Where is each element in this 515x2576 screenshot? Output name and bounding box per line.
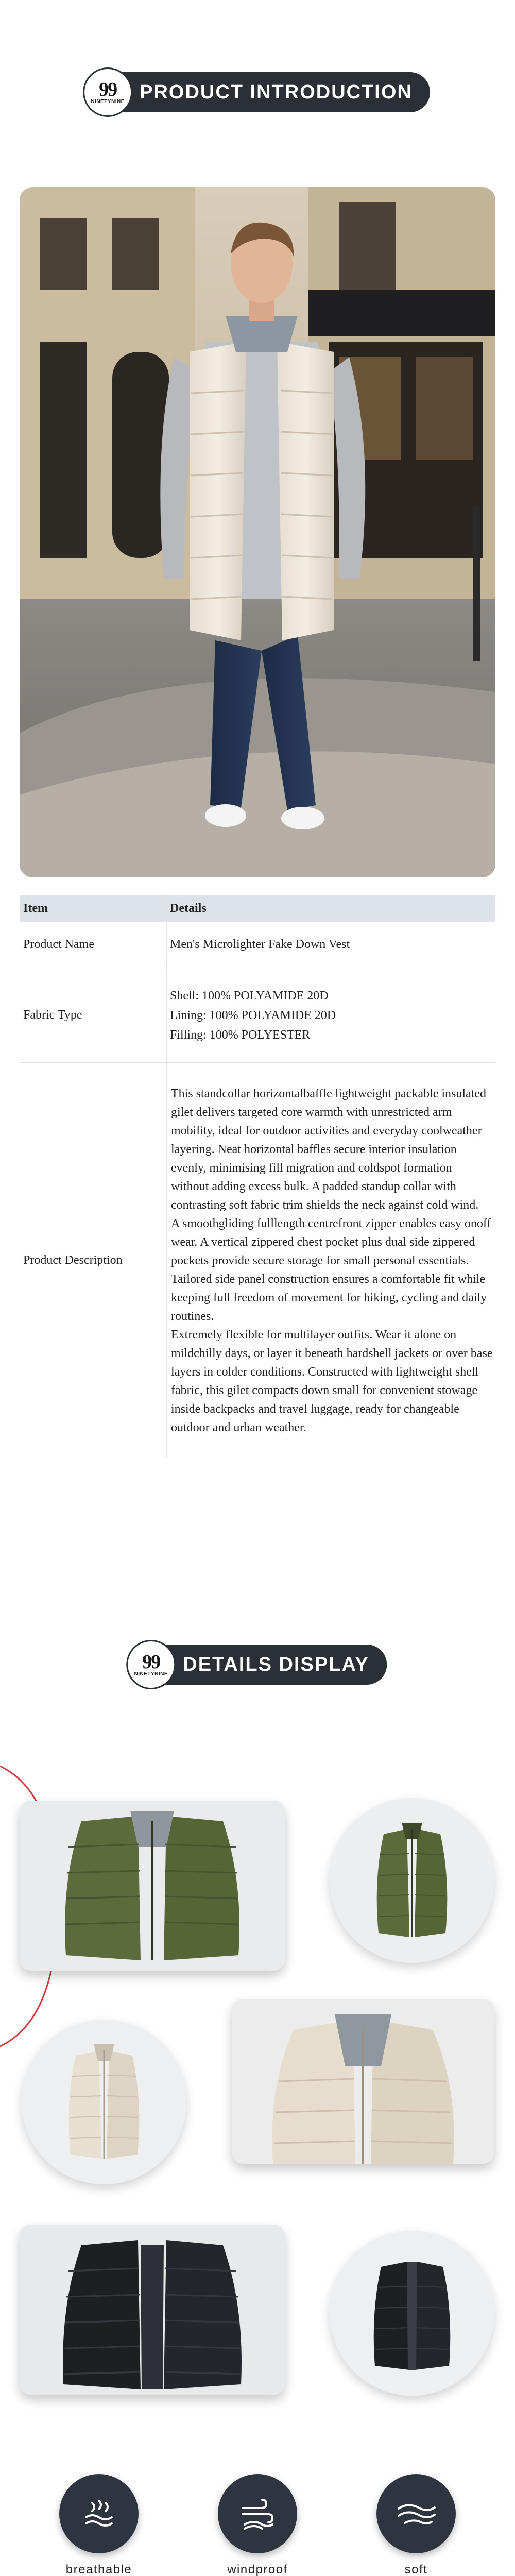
- windproof-icon: [218, 2474, 297, 2553]
- fabric-lining: Lining: 100% POLYAMIDE 20D: [170, 1008, 336, 1022]
- row-value-fabric-type: [167, 968, 495, 1063]
- spec-table: [20, 895, 495, 1458]
- description-paragraph: A smoothgliding fulllength centrefront zipper enables easy onoff wear. A vertical zippered chest pocket plus dual side zippered pockets provide secure storage for small personal essentials. Tailored side panel construction ensures a comfortable fit while keeping full freedom of movement for hiking, cycling and daily routines.: [171, 1217, 491, 1323]
- soft-icon: [376, 2474, 456, 2553]
- brand-logo-number: 99: [99, 78, 117, 100]
- row-value-product-name: Men's Microlighter Fake Down Vest: [167, 922, 495, 968]
- description-paragraph: Extremely flexible for multilayer outfits. Wear it alone on mildchilly days, or layer it beneath hardshell jackets or over base layers in colder conditions. Constructed with lightweight shell fabric, this gilet compacts down small for convenient stowage inside backpacks and travel luggage, ready for changeable outdoor and urban weather.: [171, 1328, 493, 1434]
- feature-windproof: [201, 2474, 314, 2576]
- column-header-item: Item: [20, 896, 167, 922]
- brand-logo-number: 99: [142, 1651, 160, 1673]
- olive-vest-flat-photo: [20, 1801, 285, 1971]
- brand-logo: [126, 1640, 176, 1689]
- fabric-shell: Shell: 100% POLYAMIDE 20D: [170, 989, 329, 1003]
- section-header-details: [128, 1645, 387, 1685]
- feature-label-windproof: windproof: [227, 2563, 288, 2576]
- row-label-fabric-type: Fabric Type: [20, 968, 167, 1063]
- description-paragraph: This standcollar horizontalbaffle lightweight packable insulated gilet delivers targeted core warmth with unrestricted arm mobility, ideal for outdoor activities and everyday coolweather layering. Neat horizontal baffles secure interior insulation evenly, minimising fill migration and coldspot formation without adding excess bulk. A padded standup collar with contrasting soft fabric trim shields the neck against cold wind.: [171, 1087, 487, 1212]
- feature-breathable: [42, 2474, 156, 2576]
- hero-product-photo: [20, 187, 495, 877]
- brand-logo-text: NINETYNINE: [134, 1671, 168, 1677]
- breathable-icon: [59, 2474, 139, 2553]
- fabric-filling: Filling: 100% POLYESTER: [170, 1028, 311, 1042]
- brand-logo: [83, 67, 132, 117]
- black-vest-flat-photo: [20, 2225, 285, 2395]
- table-row: [20, 1063, 495, 1458]
- row-value-product-description: [167, 1063, 495, 1458]
- table-row: [20, 922, 495, 968]
- row-label-product-name: Product Name: [20, 922, 167, 968]
- feature-label-soft: soft: [404, 2563, 428, 2576]
- black-vest-round-photo: [330, 2231, 494, 2396]
- cream-vest-round-photo: [22, 2020, 186, 2184]
- row-label-product-description: Product Description: [20, 1063, 167, 1458]
- cream-vest-collar-photo: [232, 1999, 494, 2164]
- feature-label-breathable: breathable: [65, 2563, 132, 2576]
- feature-soft: [359, 2474, 473, 2576]
- table-row: [20, 968, 495, 1063]
- section-title-details: DETAILS DISPLAY: [183, 1653, 369, 1675]
- section-title-intro: PRODUCT INTRODUCTION: [140, 81, 413, 103]
- olive-vest-round-photo: [330, 1798, 494, 1963]
- brand-logo-text: NINETYNINE: [91, 98, 125, 105]
- section-header-intro: [85, 72, 430, 112]
- column-header-details: Details: [167, 896, 495, 922]
- spec-table-header-row: [20, 896, 495, 922]
